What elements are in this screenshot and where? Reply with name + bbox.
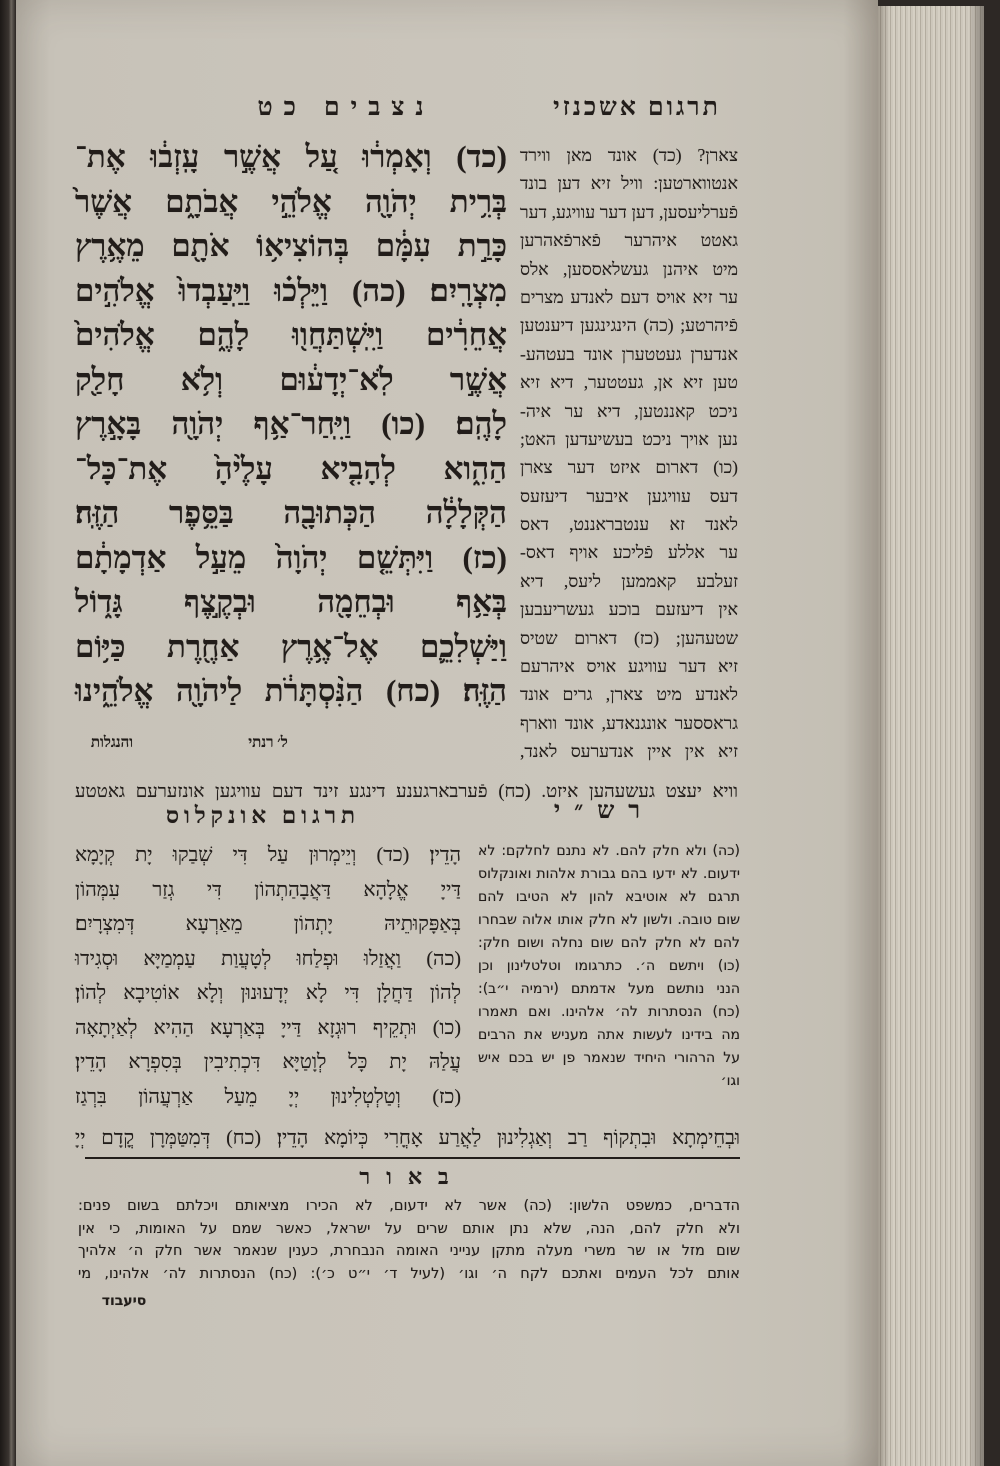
onkelos-column [75, 838, 461, 1114]
targum-ashkenazi-line: נען אויך ניכט בעשיעדען האט; [520, 428, 738, 449]
torah-line: כָּרַ֣ת עִמָּ֔ם בְּהוֹצִיא֥וֹ אֹתָ֖ם מֵאֶ֥רֶץ [75, 228, 507, 263]
onkelos-line: הָדֵין׃ (כד) וְיֵימְרוּן עַל דִּי שְׁבַקוּ יָת קְיָמָא [75, 844, 461, 866]
torah-line: (כז) וַיִּתְּשֵׁ֤ם יְהֹוָה֙ מֵעַ֣ל אַדְמָתָ֔ם [75, 539, 507, 575]
rashi-line: (כה) ולא חלק להם. לא נתנם לחלקם: לא [478, 843, 740, 859]
onkelos-line: דַּייָ אֱלָהָא דַּאֲבָהַתְהוֹן דִּי גְזַר עִמְּהוֹן [75, 878, 461, 901]
onkelos-line: (כה) וַאֲזַלוּ וּפְלַחוּ לְטָעֲוַת עַמְמַיָּא וּסְגִידוּ [75, 947, 461, 970]
biur-catchword: סיעבוד [101, 1293, 147, 1309]
biur-line: הדברים, כמשפט הלשון: (כה) אשר לא ידעום, לא הכירו מציאותם ויכלתם בשום פנים: [78, 1198, 740, 1214]
targum-ashkenazi-line: ער זיא אויס דעם לאנדע מצרים [520, 286, 738, 307]
torah-line: לָהֶֽם׃ (כו) וַיִּֽחַר־אַ֥ף יְהֹוָ֖ה בָּאָ֣רֶץ [75, 406, 507, 441]
torah-line: מִצְרָֽיִם׃ (כה) וַיֵּלְכ֗וּ וַיַּֽעַבְדוּ֙ אֱלֹהִ֣ים [75, 272, 507, 308]
targum-ashkenazi-column [520, 141, 738, 766]
onkelos-line: (כו) וּתְקֵיף רוּגְזָא דַּייָ בְּאַרְעָא הַהִיא לְאַיְתָאָה [75, 1016, 461, 1039]
torah-line: אֲשֶׁ֣ר לֹֽא־יְדָע֔וּם וְלֹ֥א חָלַ֖ק [75, 361, 507, 397]
targum-ashkenazi-line: ער אללע פֿליכע אויף דאס- [520, 542, 738, 563]
targum-ashkenazi-line: דעס עוויגען איבער דיעזעס [520, 485, 738, 506]
biur-line: שום מזל או שר משרי מעלה מתקן ענייני האומה הנבחרת, כענין שנאמר אשר חלק ה׳ אלהיך [78, 1243, 740, 1259]
biur-line: ולא חלק להם, הנה, שלא נתן אותם שרים על ישראל, כאשר שמם על האומות, כי אין [78, 1220, 740, 1237]
rashi-line: (כח) הנסתרות לה׳ אלהינו. ואם תאמרו [478, 1004, 740, 1020]
running-head-right: תרגום אשכנזי [553, 94, 721, 121]
onkelos-continuation-line: וּבְחֵימְתָא וּבִתְקוֹף רַב וְאַגְלִינוּן לַאֲרַע אָחֳרִי כְּיוֹמָא הָדֵין׃ (כח) דְּמִטַּמְּרָן קֳדָם יְיָ [75, 1127, 740, 1149]
targum-ashkenazi-line: גראססער אונגנאדע, אונד ווארף [520, 712, 738, 733]
onkelos-line: לְהוֹן דַּחֲלָן דִּי לָא יְדָעוּנוּן וְלָא אוֹטִיבָא לְהוֹן׃ [75, 982, 461, 1004]
rashi-line: מה בידינו לעשות אתה מעניש את הרבים [478, 1027, 740, 1043]
rashi-heading: רש״י [553, 798, 655, 824]
targum-ashkenazi-line: אין דיעזעם בוכע געשריעבען [520, 599, 738, 620]
page-stack-edges [878, 6, 984, 1466]
rashi-line: שום טובה. ולשון לא חלק אותו אלוה שבחרו [478, 912, 740, 928]
rashi-line: להם לא חלק להם שום נחלה ושום חלק: [478, 935, 740, 951]
torah-line: הַקְּלָלָ֔ה הַכְּתוּבָ֖ה בַּסֵּ֥פֶר הַזֶּֽה׃ [75, 495, 507, 530]
targum-ashkenazi-line: טען זיא אן, געטטער, דיא זיא [520, 372, 738, 393]
targum-ashkenazi-line: פֿיהרטע; (כה) הינגינגען דיענטען [520, 315, 738, 336]
onkelos-heading: תרגום אונקלוס [165, 803, 361, 828]
targum-ashkenazi-line: לאנדע מיט צארן, גרים אונד [520, 684, 738, 705]
targum-ashkenazi-line: אנטווארטען: וויל זיא דען בונד [520, 173, 738, 194]
torah-line: (כד) וְאָמְר֔וּ עַ֚ל אֲשֶׁ֣ר עָֽזְב֔וּ אֶת־ [75, 139, 507, 174]
torah-line: הַזֶּֽה׃ (כח) הַנִּ֨סְתָּרֹ֔ת לַיהֹוָ֖ה אֱלֹהֵ֑ינוּ [75, 673, 507, 708]
targum-ashkenazi-line: גאטט איהרער פֿארפֿאהרען [520, 230, 738, 251]
torah-text-column [75, 135, 507, 714]
targum-ashkenazi-line: זיא דער עוויגע אויס איהרעם [520, 656, 738, 677]
onkelos-line: עֲלַהּ יָת כָּל לְוָטַיָּא דִּכְתִיבִין בְּסִפְרָא הָדֵין׃ [75, 1051, 461, 1073]
targum-ashkenazi-line: לאנד זא ענטבראננט, דאס [520, 514, 738, 535]
onkelos-line: בְּאַפָּקוּתֵיהּ יָתְהוֹן מֵאַרְעָא דְּמִצְרָיִם׃ [75, 913, 461, 935]
targum-ashkenazi-line: אנדערן געטטערן אונד בעטהע- [520, 343, 738, 364]
biur-line: אותם לכל העמים ואתכם לקח ה׳ וגו׳ (לעיל ד׳ י״ט כ׳): (כח) הנסתרות לה׳ אלהינו, מי [78, 1265, 740, 1282]
torah-catchword: והנגלות [90, 735, 134, 751]
targum-ashkenazi-line: (כו) דארום איזט דער צארן [520, 457, 738, 478]
rashi-line: תרגם לא אוטיבא להון לא הטיבו להם [478, 889, 740, 905]
targum-ashkenazi-line: זיא אין איין אנדערעס לאנד, [520, 741, 738, 762]
targum-ashkenazi-continuation-line: וויא יעצט געשעהען איזט. (כח) פֿערבארגענע דינגע זינד דעם עוויגען אונזערעם גאטטע [75, 782, 738, 802]
rashi-line: וגו׳ [720, 1073, 740, 1089]
targum-ashkenazi-line: שטעהען; (כז) דארום שטיס [520, 627, 738, 648]
section-divider [85, 1157, 740, 1159]
onkelos-line: (כז) וְטַלְטְלִינוּן יְיָ מֵעַל אַרְעֲהוֹן בִּרְגַז [75, 1085, 461, 1108]
rashi-line: הנני נותשם מעל אדמתם (ירמיה י״ב): [478, 981, 740, 997]
targum-ashkenazi-line: מיט איהנן געשלאססען, אלס [520, 258, 738, 279]
running-head-left: נצבים כט [257, 94, 435, 121]
torah-line: בְּאַ֥ף וּבְחֵמָ֖ה וּבְקֶ֣צֶף גָּד֑וֹל [75, 584, 507, 619]
torah-line: הַהִ֑וא לְהָבִ֤יא עָלֶ֙יהָ֙ אֶת־כָּל־ [75, 450, 507, 486]
torah-line: בְּרִ֥ית יְהֹוָ֖ה אֱלֹהֵ֣י אֲבֹתָ֑ם אֲשֶׁר֙ [75, 183, 507, 219]
targum-ashkenazi-line: פֿערליעסען, דען דער עוויגע, דער [520, 201, 738, 222]
binding-shadow [0, 0, 16, 1466]
rashi-line: (כו) ויתשם ה׳. כתרגומו וטלטלינון וכן [478, 958, 740, 974]
biur-heading: באור [359, 1164, 465, 1189]
torah-line: אֲחֵרִ֔ים וַיִּֽשְׁתַּחֲו֖וּ לָהֶ֑ם אֱלֹהִים֙ [75, 317, 507, 352]
torah-line: וַיַּשְׁלִכֵ֛ם אֶל־אֶ֥רֶץ אַחֶ֖רֶת כַּיּ֥וֹם [75, 628, 507, 664]
onkelos-continuation [75, 1122, 740, 1154]
signature-mark: ל׳ רנתי [248, 735, 288, 751]
rashi-line: על הרהורי היחיד שנאמר פן יש בכם איש [478, 1050, 740, 1066]
targum-ashkenazi-line: זעלבע קאממען ליעס, דיא [520, 570, 738, 591]
rashi-column [478, 840, 740, 1093]
targum-ashkenazi-line: צארן? (כד) אונד מאן ווירד [520, 145, 738, 165]
biur-commentary [78, 1195, 740, 1285]
targum-ashkenazi-line: ניכט קאננטען, דיא ער איה- [520, 400, 738, 421]
rashi-line: ידעום. לא ידעו בהם גבורת אלהות ואונקלוס [478, 866, 740, 882]
